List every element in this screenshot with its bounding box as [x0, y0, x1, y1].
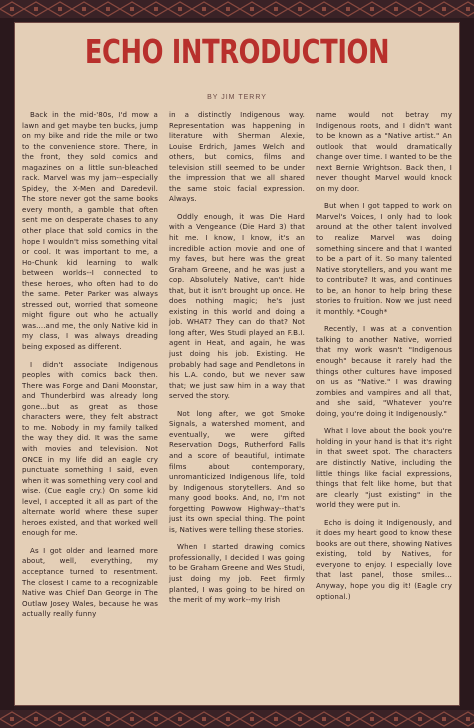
border-pattern-bottom — [0, 710, 474, 728]
paragraph: I didn't associate Indigenous peoples with comics back then. There was Forge and Dani Moonstar, and Thunderbird was already long gone...but as great as those characters were, they felt abstract to me. Nobody in my family talked the way they did. It was the same with movies and television. Not ONCE in my life did an eagle cry punctuate something I said, even when it was something very cool and wise. (Cue eagle cry.) On some kid level, I accepted it all as part of the alternate world where these super heroes existed, and that worked well enough for me. — [22, 359, 158, 538]
paragraph: Echo is doing it Indigenously, and it does my heart good to know these books are out there, showing Natives existing, told by Natives, for everyone to enjoy. I especially love that last panel, those smiles… Anyway, hope you dig it! (Eagle cry optional.) — [316, 517, 452, 601]
paragraph: Not long after, we got Smoke Signals, a watershed moment, and eventually, we were gifted Reservation Dogs, Rutherford Falls and a score of beautiful, intimate films about contemporary, unromanticized Indigenous life, told by Indigenous storytellers. And so many good books. And, no, I'm not forgetting Powwow Highway--that's just its own special thing. The point is, Natives were telling these stories. — [169, 408, 305, 534]
paragraph: in a distinctly Indigenous way. Representation was happening in literature with Sherman Alexie, Louise Erdrich, James Welch and others, but comics, films and television still seemed to be under the impression that we all shared the same stoic facial expression. Always. — [169, 110, 305, 204]
paragraph: What I love about the book you're holding in your hand is that it's right in that sweet spot. The characters are distinctly Native, including the little things like facial expressions, things that felt like home, but that are clearly "just existing" in the world they were put in. — [316, 426, 452, 510]
article-byline: BY JIM TERRY — [207, 94, 267, 101]
side-border-left — [0, 18, 14, 710]
geometric-pattern-icon — [0, 710, 474, 728]
paragraph: Recently, I was at a convention talking to another Native, worried that my work wasn't "Indigenous enough" because it rarely had the things other cultures have imposed on us as "Native." I was drawing zombies and vampires and all that, and she said, "Whatever you're doing, you're doing it Indigenously." — [316, 324, 452, 418]
paragraph: As I got older and learned more about, well, everything, my acceptance turned to resentment. The closest I came to a recognizable Native was Chief Dan George in The Outlaw Josey Wales, because he was actually really funny — [22, 545, 158, 619]
paragraph: Back in the mid-'80s, I'd mow a lawn and get maybe ten bucks, jump on my bike and ride the mile or two to the convenience store. There, in the front, they sold comics and magazines on a little sun-bleached rack. Marvel was my jam--especially Spidey, the X-Men and Daredevil. The store never got the same books every month, a gamble that often sent me on desperate chases to any other place that sold comics in the hope I wouldn't miss something vital or cool. It was important to me, a Ho-Chunk kid learning to walk between worlds--I connected to these heroes, who often had to do the same. Peter Parker was always stressed out, worried that someone might figure out who he actually was....and me, the only Native kid in my class, I was always dreading being exposed as different. — [22, 110, 158, 352]
paragraph: But when I got tapped to work on Marvel's Voices, I only had to look around at the other talent involved to realize Marvel was doing something sincere and that I wanted to be a part of it. So many talented Native storytellers, and you want me to contribute? It was, and continues to be, an honor to help bring these stories to fruition. Now we just need it monthly. *Cough* — [316, 201, 452, 316]
geometric-pattern-icon — [0, 0, 474, 18]
border-pattern-top — [0, 0, 474, 18]
article-title: ECHO INTRODUCTION — [84, 32, 390, 71]
paragraph: Oddly enough, it was Die Hard with a Vengeance (Die Hard 3) that hit me. I know, I know, it's an incredible action movie and one of my faves, but here was the great Graham Greene, and he was just a cop. Absolutely Native, can't hide that, but it isn't brought up once. He does nothing magic; he's just existing in this world and doing a job. WHAT? They can do that? Not long after, Wes Studi played an F.B.I. agent in Heat, and again, he was just doing his job. Existing. He probably had sage and Pendletons in his L.A. condo, but we never saw that; we just saw him in a way that served the story. — [169, 211, 305, 401]
article-body — [22, 110, 452, 706]
paragraph: When I started drawing comics professionally, I decided I was going to be Graham Greene and Wes Studi, just doing my job. Feet firmly planted, I was going to be hired on the merit of my work--my Irish — [169, 542, 305, 605]
paragraph: name would not betray my Indigenous roots, and I didn't want to be known as a "Native artist." An outlook that would dramatically change over time. I wanted to be the next Bernie Wrightson. Back then, I never thought Marvel would knock on my door. — [316, 110, 452, 193]
side-border-right — [460, 18, 474, 710]
text-column-3 — [316, 110, 452, 706]
text-column-1 — [22, 110, 158, 706]
text-column-2 — [169, 110, 305, 706]
